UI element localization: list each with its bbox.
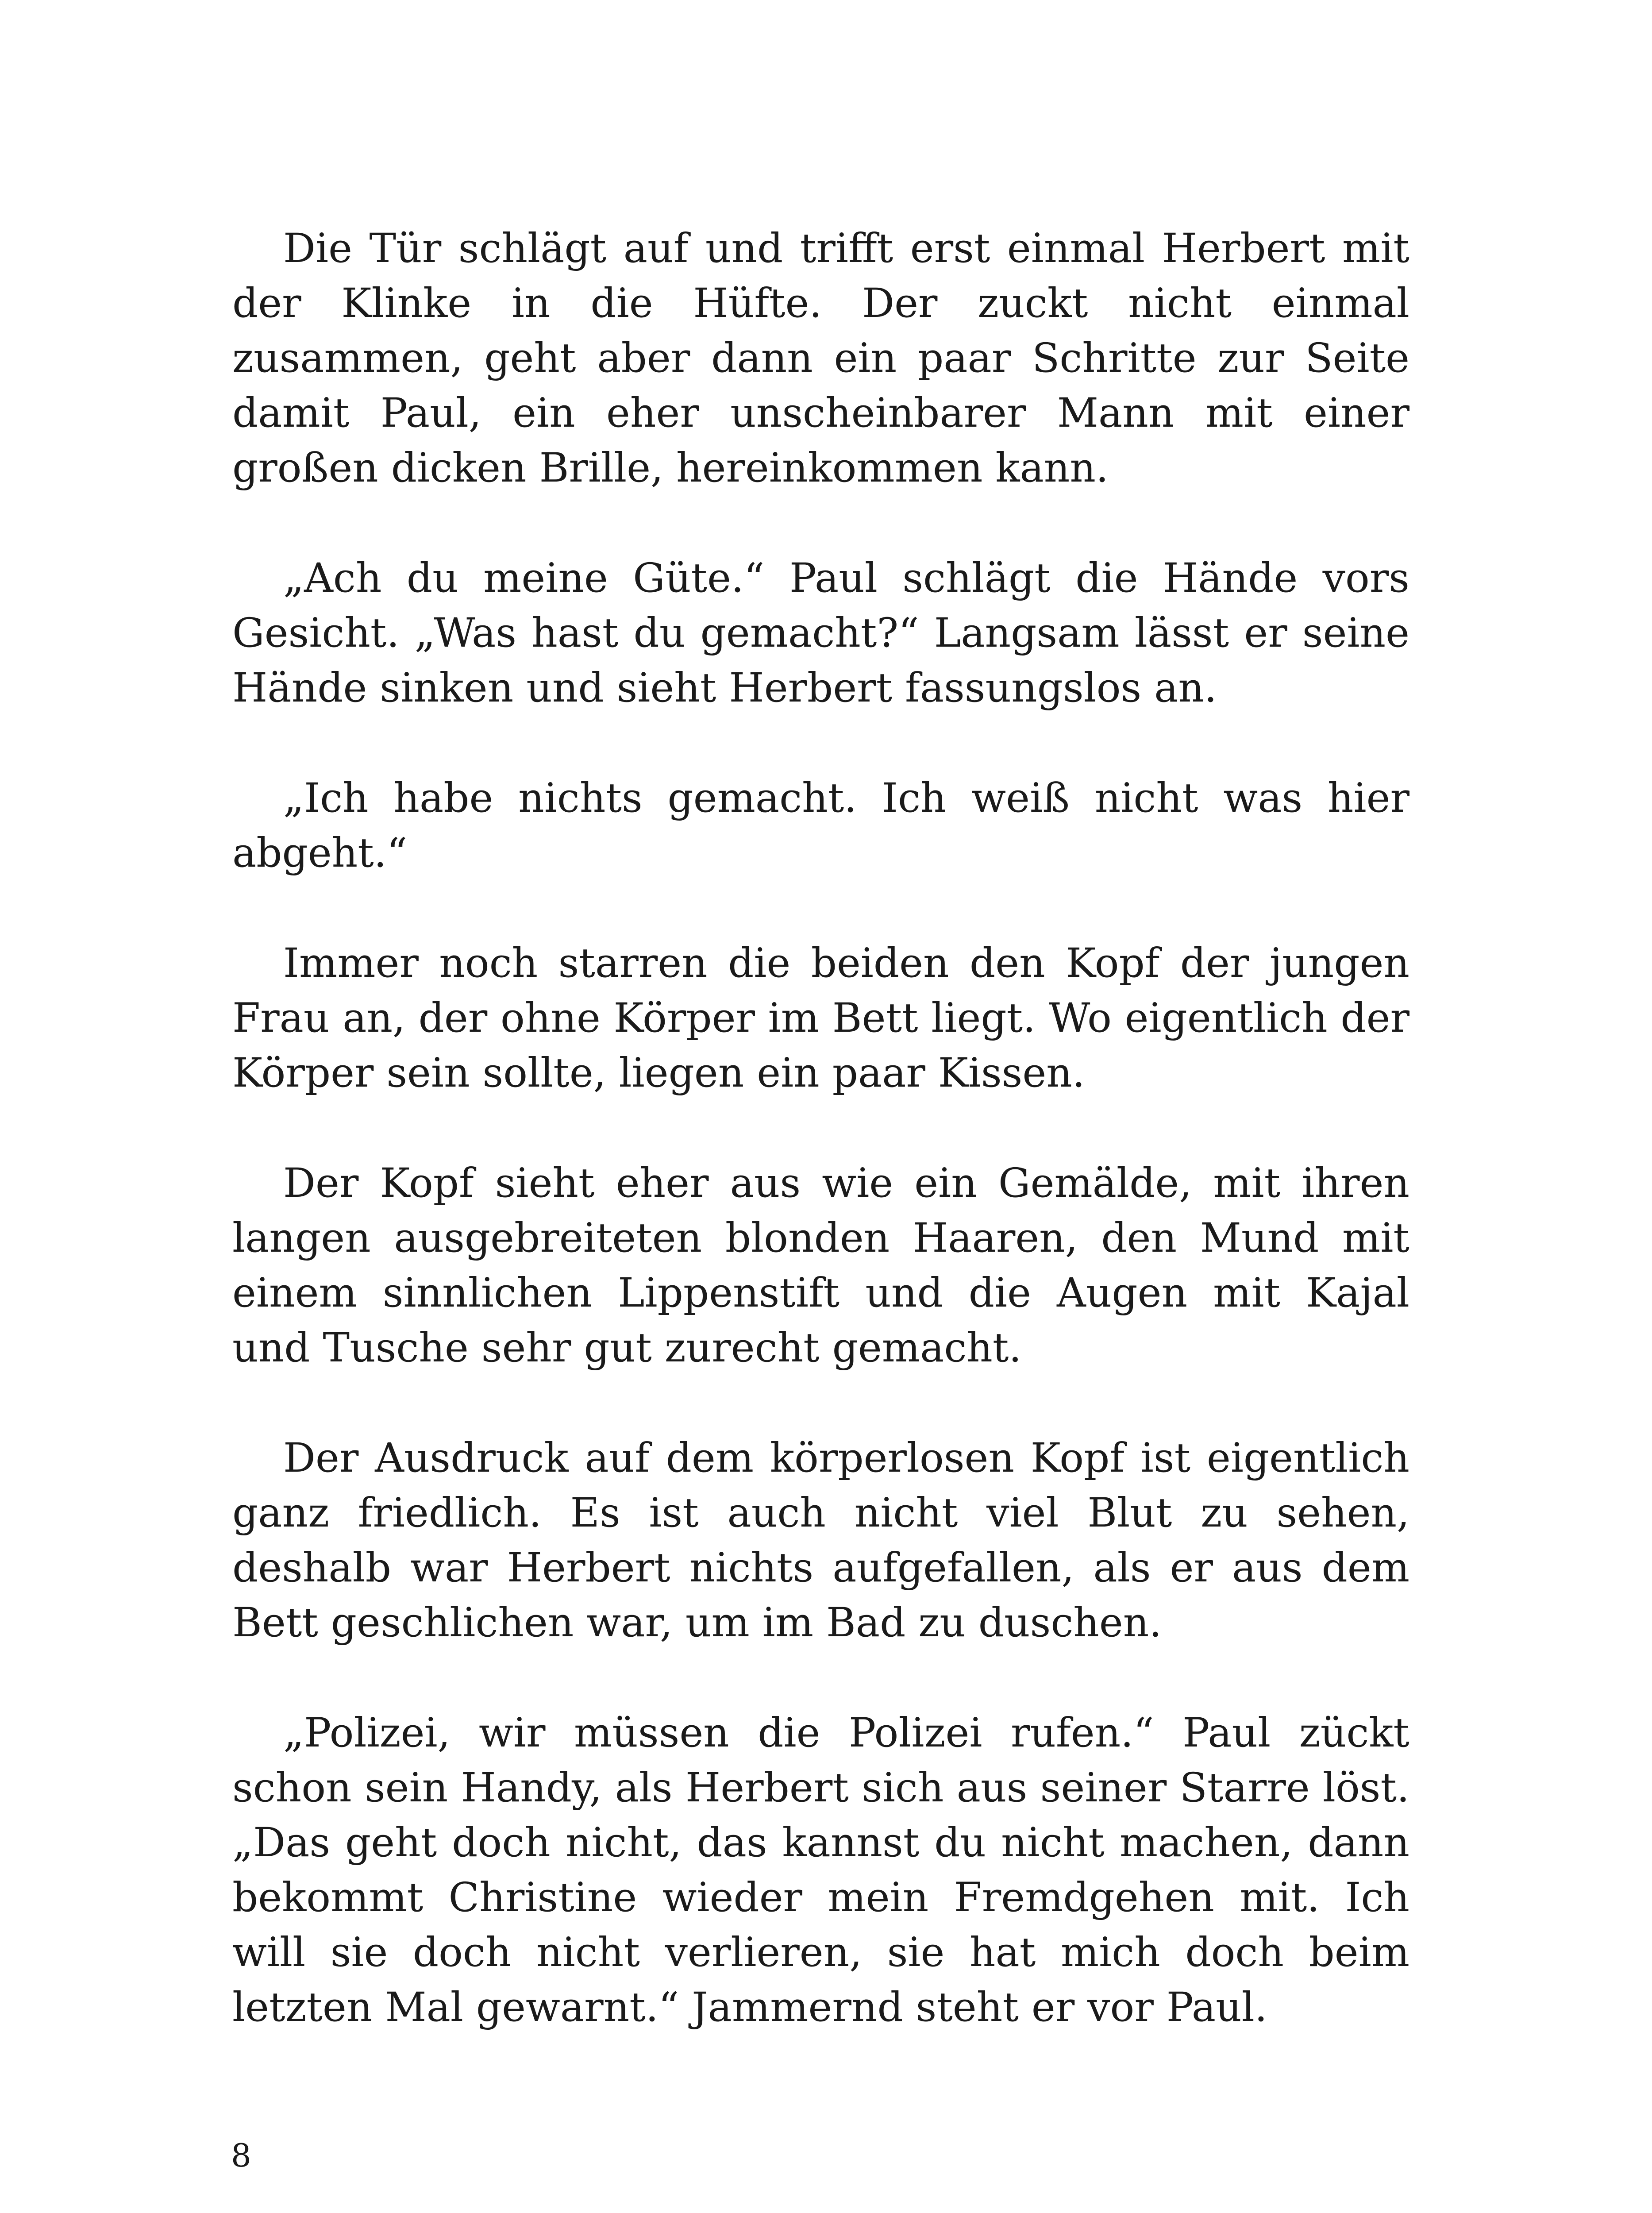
paragraph-4: Immer noch starren die beiden den Kopf der jungen Frau an, der ohne Körper im Bett liegt. Wo eigentlich der Körper sein sollte, liegen ein paar Kissen. (232, 940, 1409, 1096)
body-text (232, 221, 1409, 2090)
paragraph-6: Der Ausdruck auf dem körperlosen Kopf ist eigentlich ganz friedlich. Es ist auch nicht viel Blut zu sehen, deshalb war Herbert nichts aufgefallen, als er aus dem Bett geschlichen war, um im Bad zu duschen. (232, 1435, 1409, 1646)
paragraph-5: Der Kopf sieht eher aus wie ein Gemälde, mit ihren langen ausgebreiteten blonden Haaren, den Mund mit einem sinnlichen Lippenstift und die Augen mit Kajal und Tusche sehr gut zurecht gemacht. (232, 1160, 1409, 1371)
paragraph-3: „Ich habe nichts gemacht. Ich weiß nicht was hier abgeht.“ (232, 775, 1409, 876)
page-number: 8 (231, 2137, 251, 2174)
paragraph-1: Die Tür schlägt auf und trifft erst einmal Herbert mit der Klinke in die Hüfte. Der zuckt nicht einmal zusammen, geht aber dann ein paar Schritte zur Seite damit Paul, ein eher unscheinbarer Mann mit einer großen dicken Brille, hereinkommen kann. (232, 225, 1409, 491)
paragraph-2: „Ach du meine Güte.“ Paul schlägt die Hände vors Gesicht. „Was hast du gemacht?“ Langsam lässt er seine Hände sinken und sieht Herbert fassungslos an. (232, 555, 1409, 711)
paragraph-7: „Polizei, wir müssen die Polizei rufen.“ Paul zückt schon sein Handy, als Herbert sich aus seiner Starre löst. „Das geht doch nicht, das kannst du nicht machen, dann bekommt Christine wieder mein Fremdgehen mit. Ich will sie doch nicht verlieren, sie hat mich doch beim letzten Mal gewarnt.“ Jammernd steht er vor Paul. (232, 1710, 1409, 2031)
